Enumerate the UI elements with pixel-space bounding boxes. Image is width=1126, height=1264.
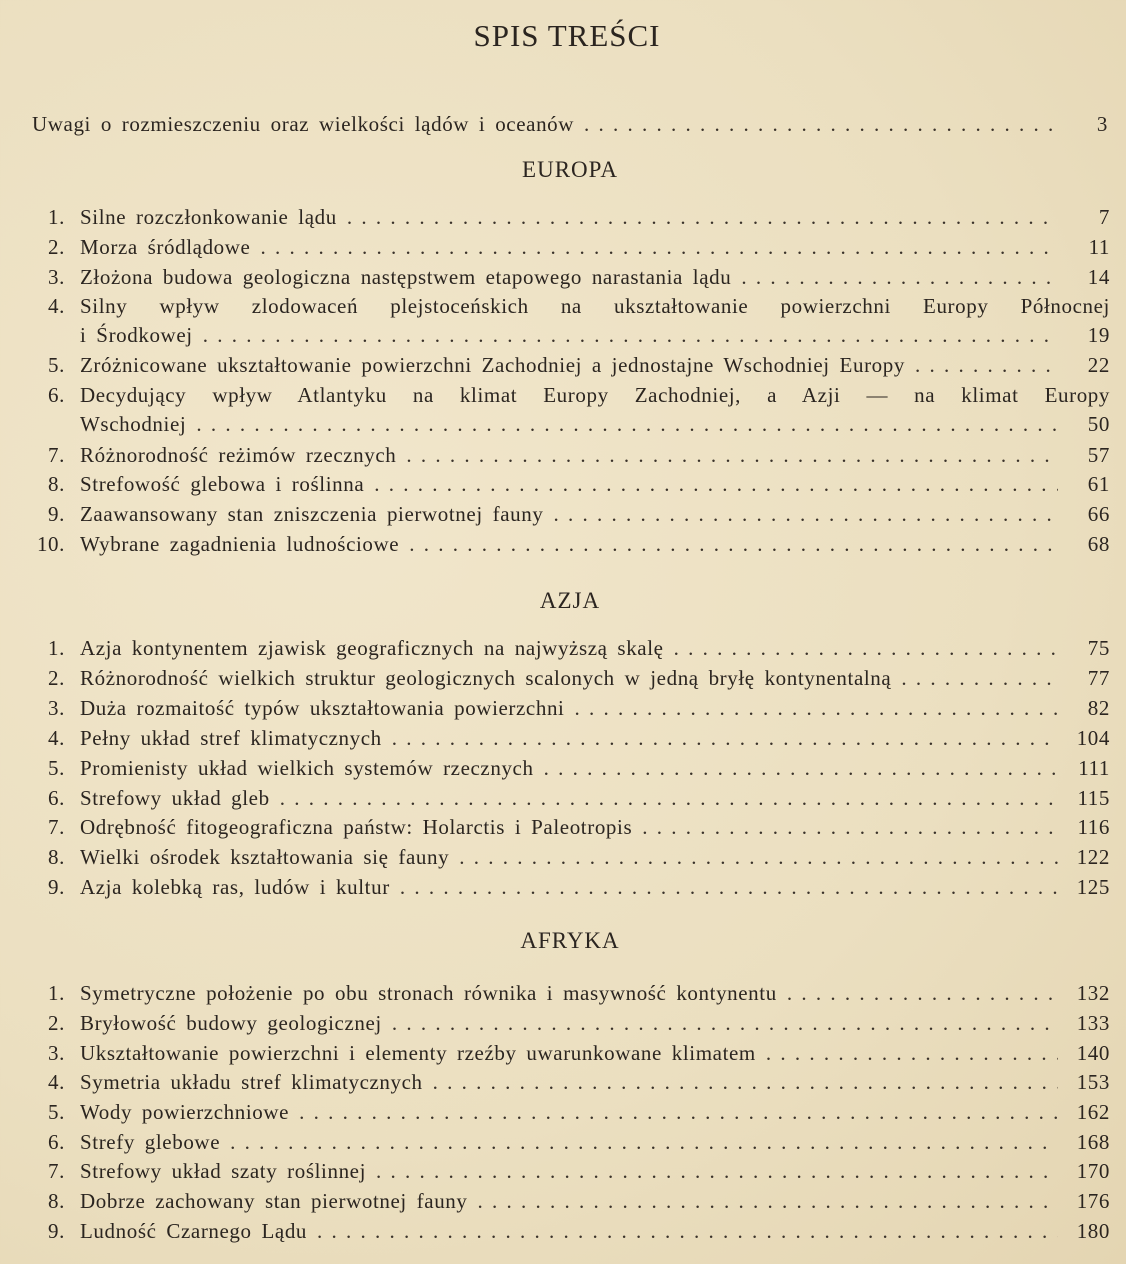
toc-entry xyxy=(30,813,1110,842)
toc-entry-text: Odrębność fitogeograficzna państw: Holarctis i Paleotropis xyxy=(80,815,633,839)
toc-entry-text: Symetria układu stref klimatycznych xyxy=(80,1070,423,1094)
leader-dots xyxy=(400,873,1058,902)
toc-entry-number: 6. xyxy=(48,786,65,810)
toc-entry-page: 82 xyxy=(1087,696,1110,720)
toc-entry xyxy=(30,1009,1110,1038)
toc-entry-page: 132 xyxy=(1076,981,1110,1005)
toc-entry-text: Złożona budowa geologiczna następstwem etapowego narastania lądu xyxy=(80,265,732,289)
toc-entry-text: i Środkowej xyxy=(80,323,193,347)
toc-entry xyxy=(30,754,1110,783)
toc-entry-text: Różnorodność wielkich struktur geologicznych scalonych w jedną bryłę kontynentalną xyxy=(80,666,892,690)
leader-dots xyxy=(299,1098,1058,1127)
toc-entry-text: Wybrane zagadnienia ludnościowe xyxy=(80,532,400,556)
leader-dots xyxy=(433,1068,1058,1097)
leader-dots xyxy=(553,500,1058,529)
toc-entry-text: Bryłowość budowy geologicznej xyxy=(80,1011,382,1035)
toc-entry xyxy=(30,381,1110,439)
toc-entry-number: 7. xyxy=(48,1159,65,1183)
leader-dots xyxy=(406,441,1058,470)
toc-entry xyxy=(30,470,1110,499)
toc-entry-page: 19 xyxy=(1087,323,1110,347)
leader-dots xyxy=(674,634,1058,663)
toc-entry xyxy=(30,441,1110,470)
toc-entry-number: 5. xyxy=(48,353,65,377)
toc-entry xyxy=(30,634,1110,663)
toc-entry-number: 8. xyxy=(48,1189,65,1213)
toc-entry-page: 68 xyxy=(1087,532,1110,556)
toc-entry-text: Wschodniej xyxy=(80,412,187,436)
toc-entry-text: Ludność Czarnego Lądu xyxy=(80,1219,308,1243)
leader-dots xyxy=(392,1009,1058,1038)
toc-entry-text: Strefowość glebowa i roślinna xyxy=(80,472,365,496)
toc-entry-page: 153 xyxy=(1076,1070,1110,1094)
toc-entry-number: 8. xyxy=(48,472,65,496)
section-heading: AFRYKA xyxy=(520,928,620,953)
toc-entry-text: Decydujący wpływ Atlantyku na klimat Europy Zachodniej, a Azji — na klimat Europy xyxy=(80,383,1110,407)
toc-entry xyxy=(30,1157,1110,1186)
toc-entry-page: 3 xyxy=(1096,112,1108,136)
toc-entry-page: 133 xyxy=(1076,1011,1110,1035)
leader-dots xyxy=(741,263,1058,292)
leader-dots xyxy=(317,1217,1058,1246)
toc-entry-page: 168 xyxy=(1076,1130,1110,1154)
toc-entry-page: 57 xyxy=(1087,443,1110,467)
toc-entry-text: Wielki ośrodek kształtowania się fauny xyxy=(80,845,450,869)
toc-entry-page: 116 xyxy=(1077,815,1110,839)
toc-entry-page: 162 xyxy=(1076,1100,1110,1124)
toc-entry-text: Zaawansowany stan zniszczenia pierwotnej fauny xyxy=(80,502,544,526)
toc-entry-text: Azja kontynentem zjawisk geograficznych na najwyższą skalę xyxy=(80,636,664,660)
leader-dots xyxy=(642,813,1058,842)
toc-entry-text: Symetryczne położenie po obu stronach równika i masywność kontynentu xyxy=(80,981,777,1005)
toc-entry-text: Duża rozmaitość typów ukształtowania powierzchni xyxy=(80,696,565,720)
toc-entry-text: Strefy glebowe xyxy=(80,1130,221,1154)
toc-entry-number: 6. xyxy=(48,1130,65,1154)
toc-entry-number: 1. xyxy=(48,981,65,1005)
toc-entry-number: 1. xyxy=(48,636,65,660)
leader-dots xyxy=(376,1157,1058,1186)
toc-entry xyxy=(30,1128,1110,1157)
toc-entry-text: Pełny układ stref klimatycznych xyxy=(80,726,382,750)
toc-entry-page: 61 xyxy=(1087,472,1110,496)
toc-entry-number: 5. xyxy=(48,756,65,780)
toc-entry xyxy=(30,292,1110,350)
leader-dots xyxy=(766,1039,1058,1068)
leader-dots xyxy=(575,694,1059,723)
section-heading: EUROPA xyxy=(522,157,618,182)
toc-entry-page: 104 xyxy=(1076,726,1110,750)
toc-entry-text: Silne rozczłonkowanie lądu xyxy=(80,205,337,229)
toc-entry-page: 75 xyxy=(1087,636,1110,660)
toc-entry-page: 22 xyxy=(1087,353,1110,377)
toc-entry-number: 3. xyxy=(48,265,65,289)
toc-entry xyxy=(30,694,1110,723)
toc-entry-page: 122 xyxy=(1076,845,1110,869)
toc-entry-page: 7 xyxy=(1098,205,1110,229)
leader-dots xyxy=(584,110,1056,139)
toc-entry-number: 4. xyxy=(48,1070,65,1094)
toc-entry-page: 11 xyxy=(1088,235,1110,259)
leader-dots xyxy=(374,470,1058,499)
toc-entry-text: Ukształtowanie powierzchni i elementy rzeźby uwarunkowane klimatem xyxy=(80,1041,756,1065)
toc-entry-text: Zróżnicowane ukształtowanie powierzchni Zachodniej a jednostajne Wschodniej Europy xyxy=(80,353,905,377)
toc-entry-text: Dobrze zachowany stan pierwotnej fauny xyxy=(80,1189,468,1213)
toc-intro-entry xyxy=(32,110,1108,139)
leader-dots xyxy=(280,784,1058,813)
toc-entry-page: 14 xyxy=(1087,265,1110,289)
toc-entry-number: 4. xyxy=(48,726,65,750)
toc-entry xyxy=(30,664,1110,693)
leader-dots xyxy=(203,321,1058,350)
toc-entry-text: Różnorodność reżimów rzecznych xyxy=(80,443,397,467)
toc-entry-number: 6. xyxy=(48,383,65,407)
toc-entry-page: 115 xyxy=(1077,786,1110,810)
leader-dots xyxy=(544,754,1058,783)
toc-entry-number: 9. xyxy=(48,1219,65,1243)
toc-entry-page: 176 xyxy=(1076,1189,1110,1213)
toc-entry-number: 1. xyxy=(48,205,65,229)
leader-dots xyxy=(478,1187,1059,1216)
toc-entry-number: 4. xyxy=(48,294,65,318)
toc-entry-page: 170 xyxy=(1076,1159,1110,1183)
leader-dots xyxy=(392,724,1058,753)
toc-entry-number: 2. xyxy=(48,235,65,259)
toc-entry-number: 7. xyxy=(48,443,65,467)
toc-entry-number: 2. xyxy=(48,666,65,690)
leader-dots xyxy=(409,530,1058,559)
toc-entry xyxy=(30,1039,1110,1068)
toc-entry xyxy=(30,233,1110,262)
leader-dots xyxy=(196,410,1058,439)
toc-entry xyxy=(30,530,1110,559)
toc-entry-number: 8. xyxy=(48,845,65,869)
toc-entry-text: Silny wpływ zlodowaceń plejstoceńskich na ukształtowanie powierzchni Europy Północnej xyxy=(80,294,1110,318)
toc-entry xyxy=(30,203,1110,232)
toc-entry xyxy=(30,873,1110,902)
toc-entry xyxy=(30,1187,1110,1216)
leader-dots xyxy=(787,979,1058,1008)
leader-dots xyxy=(260,233,1058,262)
toc-entry-text: Azja kolebką ras, ludów i kultur xyxy=(80,875,390,899)
toc-entry-page: 140 xyxy=(1076,1041,1110,1065)
toc-entry-page: 180 xyxy=(1076,1219,1110,1243)
toc-entry xyxy=(30,1217,1110,1246)
toc-entry xyxy=(30,784,1110,813)
toc-entry-text: Wody powierzchniowe xyxy=(80,1100,290,1124)
toc-entry xyxy=(30,263,1110,292)
toc-entry-number: 5. xyxy=(48,1100,65,1124)
toc-entry-page: 77 xyxy=(1087,666,1110,690)
leader-dots xyxy=(347,203,1058,232)
toc-entry-page: 111 xyxy=(1078,756,1110,780)
leader-dots xyxy=(915,351,1058,380)
leader-dots xyxy=(901,664,1058,693)
toc-entry-number: 2. xyxy=(48,1011,65,1035)
toc-entry-number: 7. xyxy=(48,815,65,839)
leader-dots xyxy=(459,843,1058,872)
toc-entry-text: Promienisty układ wielkich systemów rzecznych xyxy=(80,756,534,780)
toc-entry xyxy=(30,500,1110,529)
toc-entry-number: 3. xyxy=(48,1041,65,1065)
toc-entry xyxy=(30,843,1110,872)
section-heading: AZJA xyxy=(539,588,601,613)
toc-entry-text: Uwagi o rozmieszczeniu oraz wielkości lądów i oceanów xyxy=(32,112,575,136)
leader-dots xyxy=(230,1128,1058,1157)
toc-entry-number: 9. xyxy=(48,502,65,526)
page-title: SPIS TREŚCI xyxy=(473,18,661,53)
toc-entry xyxy=(30,351,1110,380)
toc-entry xyxy=(30,724,1110,753)
toc-entry xyxy=(30,1068,1110,1097)
toc-entry-page: 50 xyxy=(1087,412,1110,436)
toc-entry-text: Morza śródlądowe xyxy=(80,235,251,259)
toc-entry xyxy=(30,979,1110,1008)
toc-entry-text: Strefowy układ szaty roślinnej xyxy=(80,1159,367,1183)
toc-entry-text: Strefowy układ gleb xyxy=(80,786,270,810)
toc-entry-number: 10. xyxy=(36,532,65,556)
toc-entry-number: 9. xyxy=(48,875,65,899)
toc-entry xyxy=(30,1098,1110,1127)
toc-entry-page: 66 xyxy=(1087,502,1110,526)
toc-entry-page: 125 xyxy=(1076,875,1110,899)
toc-entry-number: 3. xyxy=(48,696,65,720)
